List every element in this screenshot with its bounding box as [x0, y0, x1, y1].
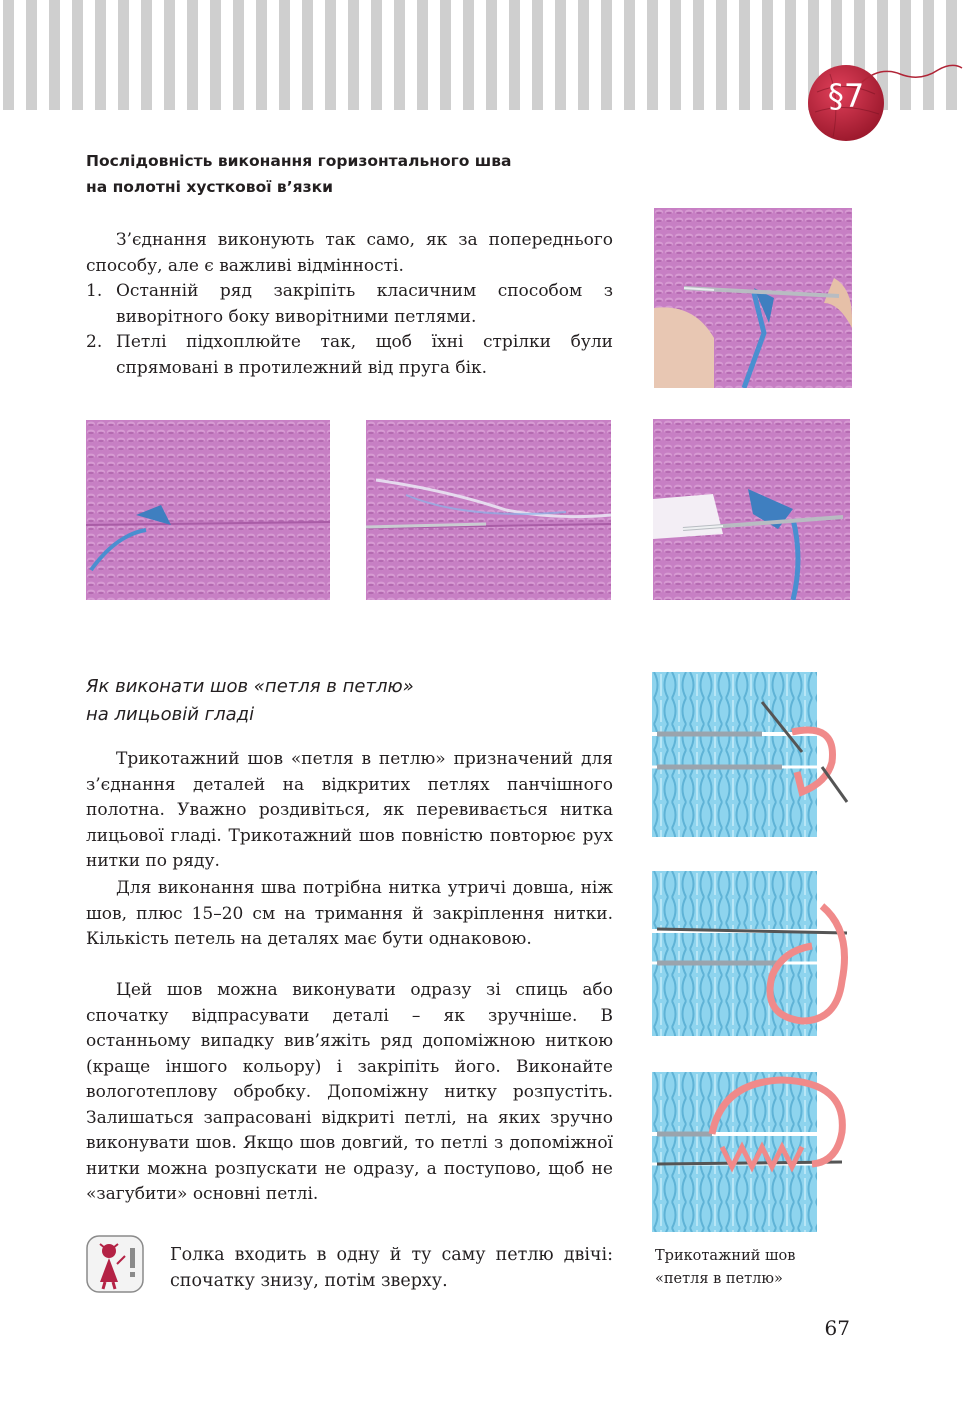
intro-paragraph: З’єднання виконують так само, як за попереднього способу, але є важливі відмінності.	[86, 230, 613, 276]
list-item	[86, 279, 613, 330]
list-item	[86, 330, 613, 381]
header-stripe	[371, 0, 382, 110]
heading-line: на лицьовій гладі	[86, 704, 255, 725]
header-stripe	[72, 0, 83, 110]
diagram-step-1	[652, 672, 852, 837]
diagram-step-3	[652, 1072, 852, 1232]
section-number: §7	[827, 77, 865, 115]
header-stripe	[49, 0, 60, 110]
header-stripe	[141, 0, 152, 110]
paragraph: Трикотажний шов «петля в петлю» призначений для з’єднання деталей на відкритих петлях панчішного полотна. Уважно роздивіться, як перевивається нитка лицьової гладі. Трикотажний шов повністю повторює рух нитки по ряду.	[86, 749, 613, 871]
header-stripe	[716, 0, 727, 110]
list-text: Останній ряд закріпіть класичним способом з виворітного боку виворітними петлями.	[116, 281, 613, 327]
caption-line: Трикотажний шов	[655, 1248, 796, 1264]
attention-girl-icon	[85, 1234, 145, 1294]
header-stripe	[647, 0, 658, 110]
header-stripe	[210, 0, 221, 110]
heading-line: на полотні хусткової в’язки	[86, 178, 333, 196]
header-stripe	[601, 0, 612, 110]
header-stripe	[486, 0, 497, 110]
header-stripe	[3, 0, 14, 110]
header-stripe	[785, 0, 796, 110]
header-stripe	[762, 0, 773, 110]
header-stripe	[325, 0, 336, 110]
header-stripe	[509, 0, 520, 110]
header-stripe	[26, 0, 37, 110]
header-stripe	[279, 0, 290, 110]
note-text: Голка входить в одну й ту саму петлю двічі: спочатку знизу, потім зверху.	[170, 1245, 613, 1291]
header-stripe	[555, 0, 566, 110]
header-stripe	[417, 0, 428, 110]
header-stripe	[532, 0, 543, 110]
diagram-caption	[655, 1245, 825, 1291]
header-stripe	[463, 0, 474, 110]
section-heading-loop-to-loop	[86, 673, 506, 729]
caption-line: «петля в петлю»	[655, 1271, 783, 1287]
header-stripe	[440, 0, 451, 110]
header-stripe	[302, 0, 313, 110]
section-heading-horizontal-seam	[86, 148, 626, 200]
header-stripe	[95, 0, 106, 110]
header-stripe	[118, 0, 129, 110]
heading-line: Як виконати шов «петля в петлю»	[86, 676, 414, 697]
heading-line: Послідовність виконання горизонтального шва	[86, 152, 512, 170]
header-stripe	[693, 0, 704, 110]
header-stripe	[394, 0, 405, 110]
header-stripe	[578, 0, 589, 110]
photo-seam-start	[86, 420, 330, 600]
photo-needle-under-stitch	[654, 208, 852, 388]
header-stripe	[670, 0, 681, 110]
header-stripe	[624, 0, 635, 110]
paragraph: Для виконання шва потрібна нитка утричі довша, ніж шов, плюс 15–20 см на тримання й закріплення нитки. Кількість петель на деталях має бути однаковою.	[86, 878, 613, 949]
header-stripe	[233, 0, 244, 110]
diagram-step-2	[652, 871, 852, 1036]
header-stripe	[256, 0, 267, 110]
photo-seam-progress	[366, 420, 611, 600]
paragraph: Цей шов можна виконувати одразу зі спиць або спочатку відпрасувати деталі – як зручніше. В останньому випадку вив’яжіть ряд допоміжною ниткою (краще іншого кольору) і закріпіть його. Виконайте вологотеплову обробку. Допоміжну нитку розпустіть. Залишаться запрасовані відкриті петлі, на яких зручно виконувати шов. Якщо шов довгий, то петлі з допоміжної нитки можна розпускати не одразу, а поступово, щоб не «загубити» основні петлі.	[86, 980, 613, 1204]
list-text: Петлі підхоплюйте так, щоб їхні стрілки були спрямовані в протилежний від пруга бік.	[116, 332, 613, 378]
header-stripe	[739, 0, 750, 110]
header-stripe	[164, 0, 175, 110]
list-number: 2.	[86, 332, 103, 352]
page-number: 67	[824, 1316, 850, 1340]
header-stripe	[187, 0, 198, 110]
header-stripe	[348, 0, 359, 110]
list-number: 1.	[86, 281, 103, 301]
photo-needle-through-loops	[653, 419, 850, 600]
